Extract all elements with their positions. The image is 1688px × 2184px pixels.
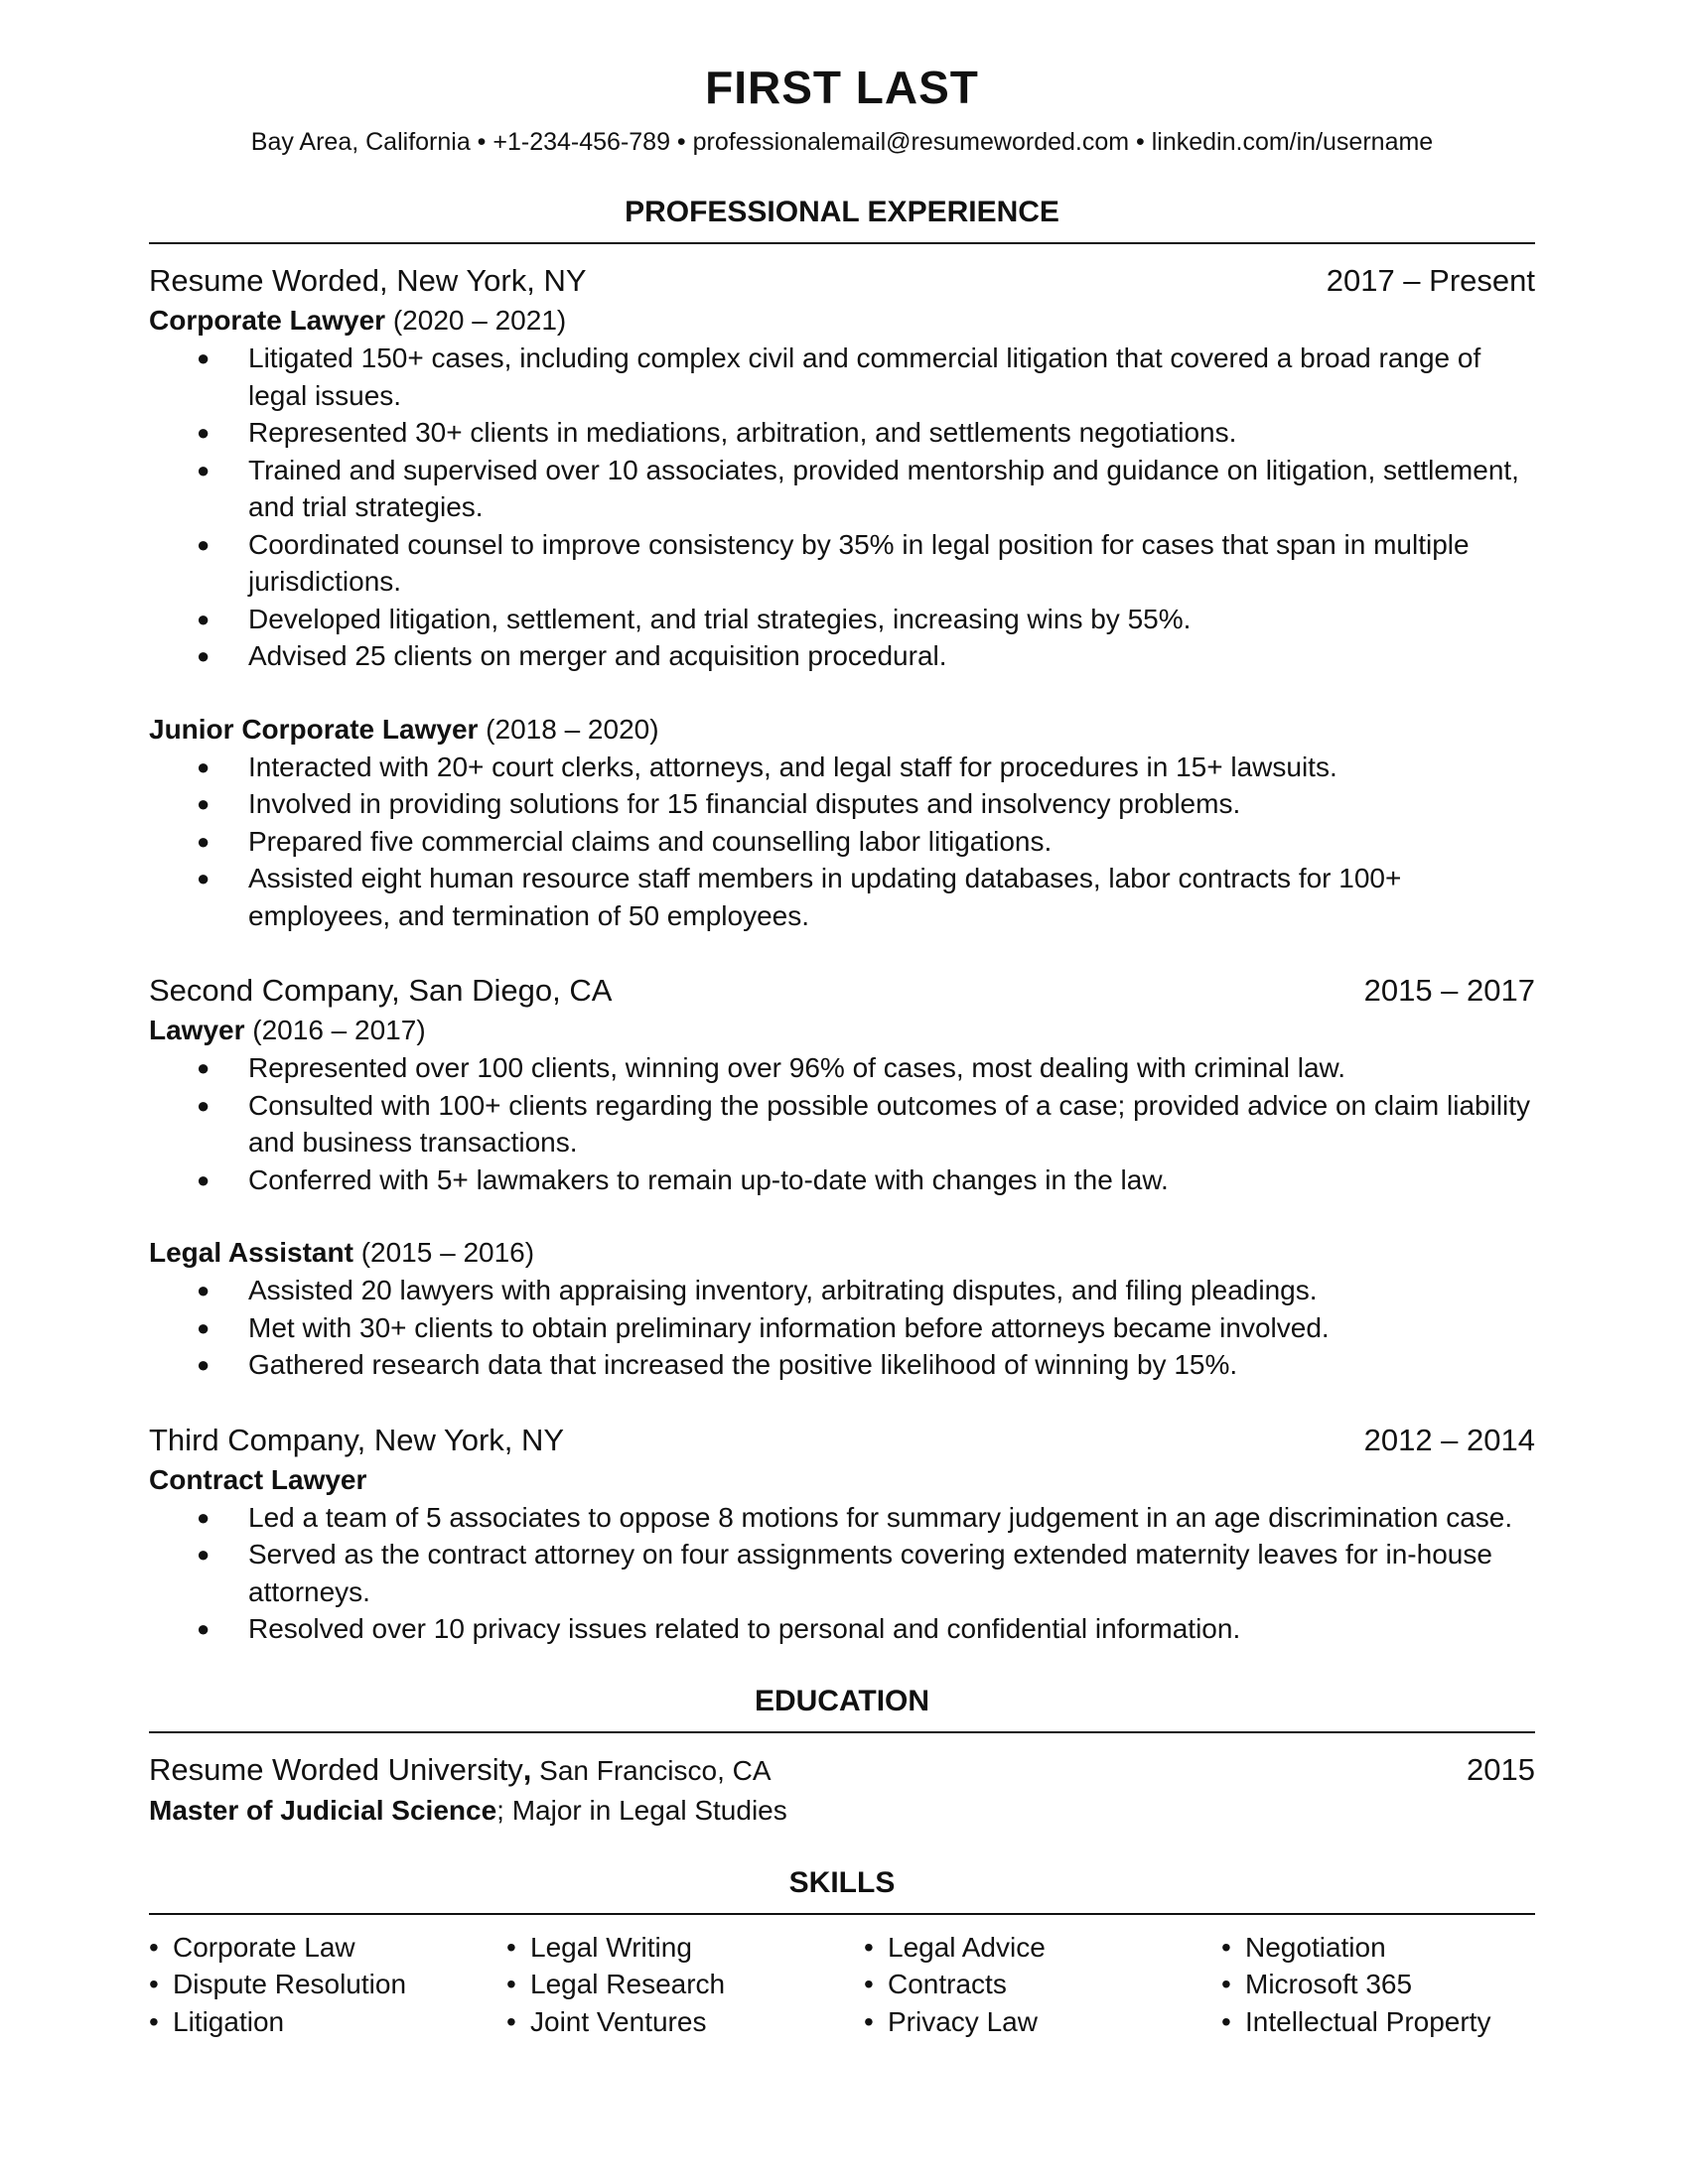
bullet-list	[149, 340, 1535, 675]
role-title	[149, 1234, 1535, 1272]
bullet-item: ● Gathered research data that increased the positive likelihood of winning by 15%.	[149, 1346, 1535, 1384]
contact-line: Bay Area, California • +1-234-456-789 • professionalemail@resumeworded.com • linkedin.com/in/username	[250, 128, 1434, 156]
skills-column	[1221, 1929, 1535, 2041]
degree-line	[149, 1792, 1535, 1830]
org-name: Resume Worded, New York, NY	[149, 263, 587, 298]
bullet-item: ● Advised 25 clients on merger and acquisition procedural.	[149, 637, 1535, 675]
bullet-item: ● Prepared five commercial claims and counselling labor litigations.	[149, 823, 1535, 861]
role-period: (2018 – 2020)	[478, 713, 659, 745]
org-header	[149, 260, 1535, 302]
skill-item: • Legal Writing	[506, 1929, 864, 1967]
skill-item: • Litigation	[149, 2003, 506, 2041]
bullet-item: ● Assisted eight human resource staff members in updating databases, labor contracts for 100+ employees, and termination of 50 employees.	[149, 860, 1535, 934]
skills-grid	[149, 1929, 1535, 2041]
education-section-title: EDUCATION	[149, 1682, 1535, 1733]
candidate-name: FIRST LAST	[705, 62, 979, 113]
bullet-item: ● Served as the contract attorney on four assignments covering extended maternity leaves for in-house attorneys.	[149, 1536, 1535, 1610]
skills-column	[506, 1929, 864, 2041]
org-name: Second Company, San Diego, CA	[149, 973, 613, 1008]
role-name: Lawyer	[149, 1015, 245, 1045]
role-name: Corporate Lawyer	[149, 305, 386, 336]
role-title	[149, 1012, 1535, 1049]
skill-item: • Dispute Resolution	[149, 1966, 506, 2003]
role-title	[149, 1461, 1535, 1499]
skill-item: • Intellectual Property	[1221, 2003, 1535, 2041]
org-dates: 2017 – Present	[1326, 263, 1535, 298]
skill-item: • Contracts	[864, 1966, 1221, 2003]
education-year: 2015	[1467, 1751, 1535, 1787]
school-comma: ,	[522, 1751, 532, 1787]
role-name: Junior Corporate Lawyer	[149, 713, 479, 745]
skill-item: • Legal Advice	[864, 1929, 1221, 1967]
bullet-list	[149, 1499, 1535, 1648]
bullet-item: ● Coordinated counsel to improve consistency by 35% in legal position for cases that span in multiple jurisdictions.	[149, 526, 1535, 601]
skills-column	[149, 1929, 506, 2041]
bullet-item: ● Led a team of 5 associates to oppose 8 motions for summary judgement in an age discrimination case.	[149, 1499, 1535, 1537]
bullet-item: ● Trained and supervised over 10 associates, provided mentorship and guidance on litigation, settlement, and trial strategies.	[149, 452, 1535, 526]
bullet-item: ● Represented over 100 clients, winning over 96% of cases, most dealing with criminal law.	[149, 1049, 1535, 1087]
skill-item: • Joint Ventures	[506, 2003, 864, 2041]
education-school-line	[149, 1749, 772, 1792]
bullet-item: ● Developed litigation, settlement, and trial strategies, increasing wins by 55%.	[149, 601, 1535, 638]
org-header	[149, 970, 1535, 1012]
skill-item: • Privacy Law	[864, 2003, 1221, 2041]
org-name: Third Company, New York, NY	[149, 1422, 565, 1457]
bullet-item: ● Litigated 150+ cases, including complex civil and commercial litigation that covered a broad range of legal issues.	[149, 340, 1535, 414]
resume-page	[149, 58, 1535, 2040]
role-period: (2020 – 2021)	[385, 305, 567, 336]
bullet-item: ● Represented 30+ clients in mediations, arbitration, and settlements negotiations.	[149, 414, 1535, 452]
bullet-item: ● Involved in providing solutions for 15 financial disputes and insolvency problems.	[149, 785, 1535, 823]
role-period: (2016 – 2017)	[244, 1015, 426, 1045]
skill-item: • Legal Research	[506, 1966, 864, 2003]
school-name: Resume Worded University	[149, 1751, 523, 1787]
skills-section-title: SKILLS	[149, 1863, 1535, 1915]
degree-major: ; Major in Legal Studies	[496, 1794, 787, 1826]
skill-item: • Corporate Law	[149, 1929, 506, 1967]
role-title	[149, 711, 1535, 749]
role-period: (2015 – 2016)	[352, 1237, 535, 1268]
skill-item: • Negotiation	[1221, 1929, 1535, 1967]
bullet-list	[149, 1272, 1535, 1384]
experience-section-title: PROFESSIONAL EXPERIENCE	[149, 193, 1535, 244]
bullet-item: ● Interacted with 20+ court clerks, attorneys, and legal staff for procedures in 15+ lawsuits.	[149, 749, 1535, 786]
skill-item: • Microsoft 365	[1221, 1966, 1535, 2003]
role-name: Legal Assistant	[149, 1237, 353, 1268]
bullet-list	[149, 749, 1535, 935]
bullet-item: ● Consulted with 100+ clients regarding the possible outcomes of a case; provided advice on claim liability and business transactions.	[149, 1087, 1535, 1161]
org-header	[149, 1420, 1535, 1461]
bullet-list	[149, 1049, 1535, 1198]
bullet-item: ● Conferred with 5+ lawmakers to remain up-to-date with changes in the law.	[149, 1161, 1535, 1199]
role-title	[149, 302, 1535, 340]
skills-column	[864, 1929, 1221, 2041]
org-dates: 2015 – 2017	[1363, 973, 1535, 1008]
bullet-item: ● Met with 30+ clients to obtain preliminary information before attorneys became involved.	[149, 1309, 1535, 1347]
bullet-item: ● Resolved over 10 privacy issues related to personal and confidential information.	[149, 1610, 1535, 1648]
role-name: Contract Lawyer	[149, 1463, 367, 1495]
school-location: San Francisco, CA	[531, 1754, 772, 1786]
degree-name: Master of Judicial Science	[149, 1794, 497, 1826]
education-header	[149, 1749, 1535, 1792]
bullet-item: ● Assisted 20 lawyers with appraising inventory, arbitrating disputes, and filing pleadings.	[149, 1272, 1535, 1309]
org-dates: 2012 – 2014	[1363, 1422, 1535, 1457]
